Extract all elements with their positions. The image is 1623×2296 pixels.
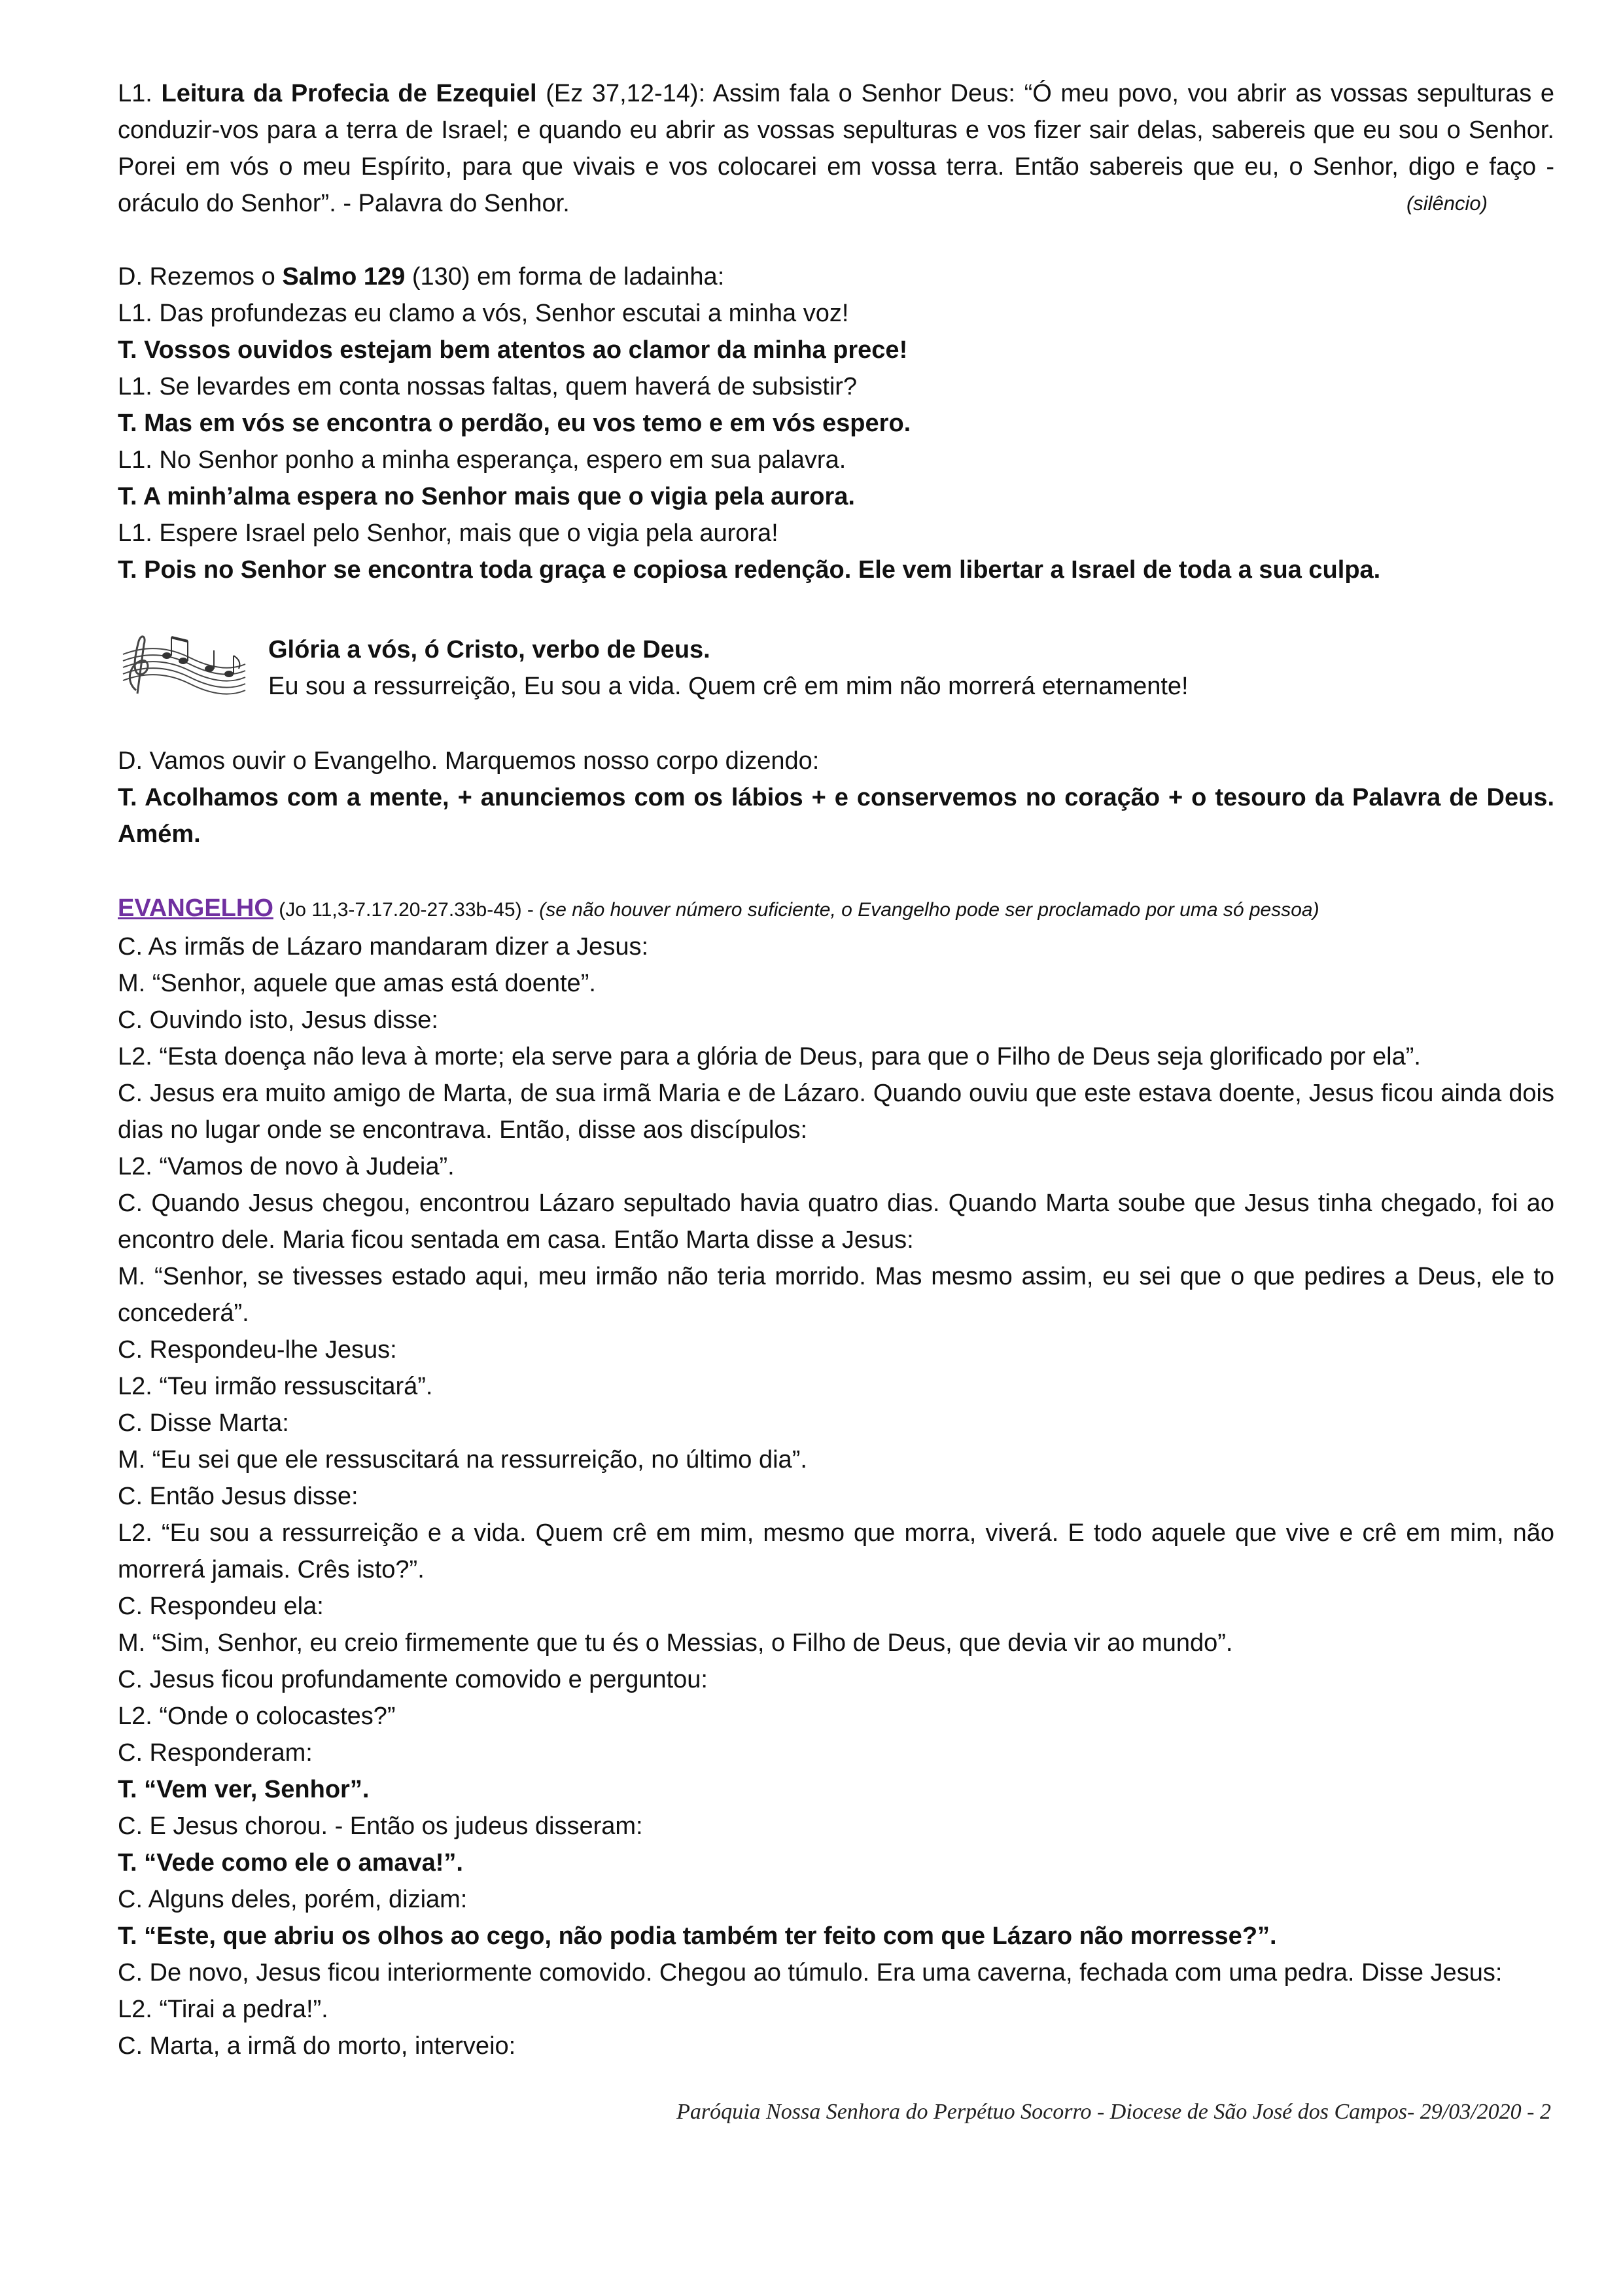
reading-speaker: L1. [118, 80, 152, 107]
gospel-line: C. Alguns deles, porém, diziam: [118, 1886, 468, 1913]
gospel-line: M. “Senhor, se tivesses estado aqui, meu irmão não teria morrido. Mas mesmo assim, eu sei que o que pedires a Deus, ele to concederá”. [118, 1263, 1554, 1327]
gospel-title: EVANGELHO [118, 894, 273, 922]
gospel-line: L2. “Teu irmão ressuscitará”. [118, 1373, 433, 1400]
psalm-line-l1: L1. No Senhor ponho a minha esperança, espero em sua palavra. [118, 446, 846, 474]
acclamation-line-2: Eu sou a ressurreição, Eu sou a vida. Quem crê em mim não morrerá eternamente! [268, 673, 1189, 700]
psalm-line-l1: L1. Se levardes em conta nossas faltas, quem haverá de subsistir? [118, 373, 858, 400]
gospel-line: C. Quando Jesus chegou, encontrou Lázaro sepultado havia quatro dias. Quando Marta soube que Jesus tinha chegado, foi ao encontro dele. Maria ficou sentada em casa. Então Marta disse a Jesus: [118, 1190, 1554, 1254]
gospel-line: C. Respondeu ela: [118, 1593, 324, 1620]
gospel-reference: (Jo 11,3-7.17.20-27.33b-45) - [273, 899, 540, 921]
gospel-line: L2. “Esta doença não leva à morte; ela serve para a glória de Deus, para que o Filho de Deus seja glorificado por ela”. [118, 1043, 1421, 1070]
gospel-line-all: T. “Este, que abriu os olhos ao cego, não podia também ter feito com que Lázaro não morresse?”. [118, 1922, 1277, 1950]
first-reading-paragraph [118, 75, 1554, 222]
psalm-number: Salmo 129 [282, 263, 406, 291]
psalm-line-l1: L1. Das profundezas eu clamo a vós, Senhor escutai a minha voz! [118, 300, 849, 327]
psalm-intro-post: (130) em forma de ladainha: [405, 263, 725, 291]
gospel-line: L2. “Vamos de novo à Judeia”. [118, 1153, 455, 1180]
gospel-line: C. E Jesus chorou. - Então os judeus disseram: [118, 1812, 643, 1840]
gospel-line: L2. “Tirai a pedra!”. [118, 1996, 328, 2023]
gospel-line: C. Jesus era muito amigo de Marta, de sua irmã Maria e de Lázaro. Quando ouviu que este estava doente, Jesus ficou ainda dois dias no lugar onde se encontrava. Então, disse aos discípulos: [118, 1080, 1554, 1144]
gospel-line: C. Marta, a irmã do morto, interveio: [118, 2032, 516, 2060]
gospel-line: M. “Senhor, aquele que amas está doente”. [118, 970, 596, 997]
reading-title: Leitura da Profecia de Ezequiel [161, 80, 537, 107]
gospel-line: C. Jesus ficou profundamente comovido e perguntou: [118, 1666, 708, 1693]
gospel-heading [118, 890, 1554, 928]
psalm-section [118, 258, 1554, 588]
gospel-line: C. De novo, Jesus ficou interiormente comovido. Chegou ao túmulo. Era uma caverna, fechada com uma pedra. Disse Jesus: [118, 1959, 1503, 1987]
gospel-line: C. As irmãs de Lázaro mandaram dizer a Jesus: [118, 933, 649, 961]
gospel-section [118, 890, 1554, 2064]
psalm-line-t: T. Pois no Senhor se encontra toda graça e copiosa redenção. Ele vem libertar a Israel de toda a sua culpa. [118, 556, 1381, 584]
reading-text: : Assim fala o Senhor Deus: “Ó meu povo, vou abrir as vossas sepulturas e conduzir-vos para a terra de Israel; e quando eu abrir as vossas sepulturas e vos fizer sair delas, sabereis que eu sou o Senhor. Porei em vós o meu Espírito, para que vivais e vos colocarei em vossa terra. Então sabereis que eu, o Senhor, digo e faço - oráculo do Senhor”. - Palavra do Senhor. [118, 80, 1554, 217]
psalm-line-t: T. Vossos ouvidos estejam bem atentos ao clamor da minha prece! [118, 336, 908, 364]
gospel-line: C. Responderam: [118, 1739, 313, 1767]
gospel-note: (se não houver número suficiente, o Evangelho pode ser proclamado por uma só pessoa) [539, 899, 1319, 921]
gospel-line: C. Então Jesus disse: [118, 1483, 358, 1510]
gospel-line: C. Disse Marta: [118, 1409, 289, 1437]
psalm-intro-pre: D. Rezemos o [118, 263, 283, 291]
gospel-intro [118, 743, 1554, 853]
gospel-acclamation [268, 631, 1550, 705]
silence-note: (silêncio) [1406, 192, 1488, 215]
gospel-line: L2. “Eu sou a ressurreição e a vida. Quem crê em mim, mesmo que morra, viverá. E todo aquele que vive e crê em mim, não morrerá jamais. Crês isto?”. [118, 1519, 1554, 1583]
gospel-line: C. Respondeu-lhe Jesus: [118, 1336, 397, 1364]
gospel-line: M. “Sim, Senhor, eu creio firmemente que tu és o Messias, o Filho de Deus, que devia vir ao mundo”. [118, 1629, 1233, 1657]
gospel-line: C. Ouvindo isto, Jesus disse: [118, 1006, 438, 1034]
psalm-line-t: T. Mas em vós se encontra o perdão, eu vos temo e em vós espero. [118, 410, 911, 437]
psalm-line-l1: L1. Espere Israel pelo Senhor, mais que o vigia pela aurora! [118, 520, 778, 547]
psalm-line-t: T. A minh’alma espera no Senhor mais que o vigia pela aurora. [118, 483, 855, 510]
gospel-line-all: T. “Vem ver, Senhor”. [118, 1776, 370, 1803]
gospel-intro-response: T. Acolhamos com a mente, + anunciemos com os lábios + e conservemos no coração + o tesouro da Palavra de Deus. Amém. [118, 784, 1554, 848]
reading-reference: (Ez 37,12-14) [546, 80, 699, 107]
first-reading [118, 75, 1554, 222]
gospel-intro-line: D. Vamos ouvir o Evangelho. Marquemos nosso corpo dizendo: [118, 747, 820, 775]
music-notes-icon [118, 628, 249, 700]
gospel-line-all: T. “Vede como ele o amava!”. [118, 1849, 463, 1877]
acclamation-line-1: Glória a vós, ó Cristo, verbo de Deus. [268, 636, 710, 663]
psalm-intro [118, 258, 1554, 295]
gospel-line: L2. “Onde o colocastes?” [118, 1703, 396, 1730]
page-footer: Paróquia Nossa Senhora do Perpétuo Socorro - Diocese de São José dos Campos- 29/03/2020 - 2 [676, 2100, 1551, 2124]
gospel-line: M. “Eu sei que ele ressuscitará na ressurreição, no último dia”. [118, 1446, 807, 1474]
